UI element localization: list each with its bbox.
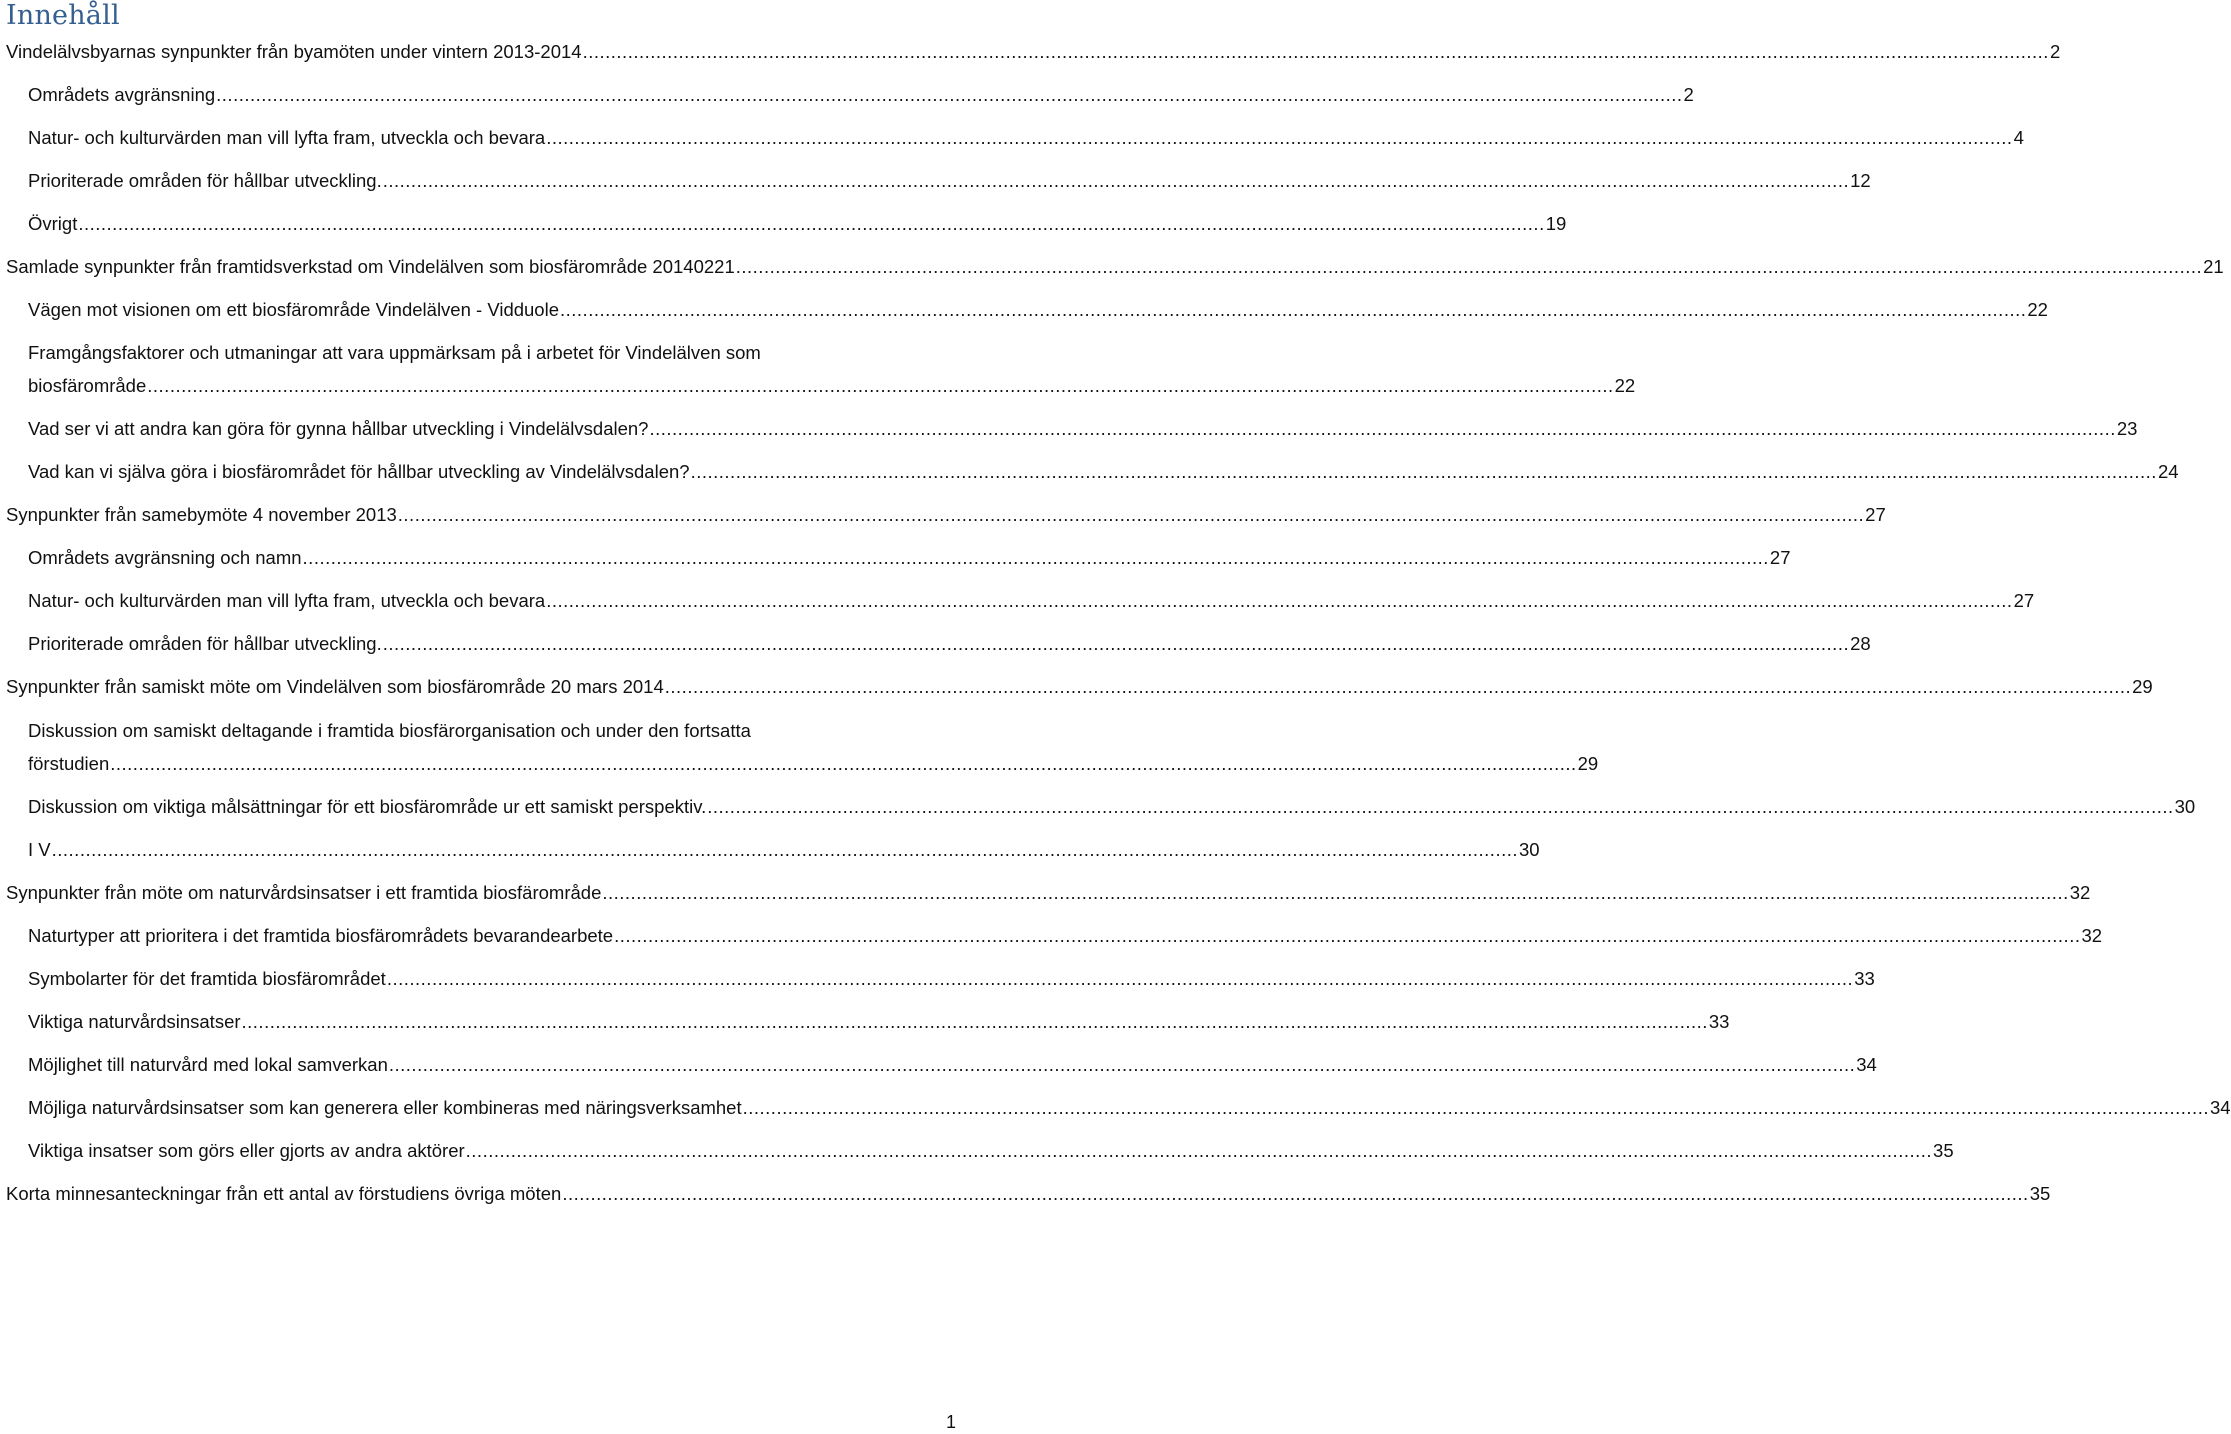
- toc-entry-page: 27: [2013, 590, 2035, 611]
- toc-entry-page: 33: [1708, 1011, 1730, 1032]
- toc-entry-title: Natur- och kulturvärden man vill lyfta fram, utveckla och bevara: [28, 127, 546, 148]
- toc-entry[interactable]: [6, 670, 2153, 703]
- toc-entry[interactable]: [6, 498, 1886, 531]
- toc-entry-title: Möjliga naturvårdsinsatser som kan generera eller kombineras med näringsverksamhet: [28, 1097, 742, 1118]
- toc-entry[interactable]: [28, 919, 2103, 952]
- toc-entry-title: Övrigt: [28, 213, 78, 234]
- toc-entry-page: 22: [1614, 375, 1636, 396]
- toc-entry-page: 29: [2132, 676, 2153, 697]
- toc-entry-page: 35: [1933, 1140, 1954, 1161]
- toc-entry-title: Prioriterade områden för hållbar utveckling.: [28, 633, 382, 654]
- toc-leader-dots: ....................................................................................................................................................................................................................................................................: [382, 633, 1850, 654]
- toc-leader-dots: ....................................................................................................................................................................................................................................................................: [51, 839, 1518, 860]
- toc-leader-dots: ....................................................................................................................................................................................................................................................................: [397, 504, 1865, 525]
- toc-entry[interactable]: [28, 369, 1636, 402]
- toc-entry-title: förstudien: [28, 753, 110, 774]
- toc-entry[interactable]: [28, 1048, 1877, 1081]
- toc-entry-title: Vad ser vi att andra kan göra för gynna hållbar utveckling i Vindelälvsdalen?: [28, 418, 649, 439]
- toc-entry[interactable]: [6, 250, 2224, 283]
- toc-leader-dots: ....................................................................................................................................................................................................................................................................: [546, 127, 2013, 148]
- toc-entry-title: Områdets avgränsning: [28, 84, 216, 105]
- toc-entry-page: 23: [2116, 418, 2138, 439]
- toc-entry[interactable]: [28, 962, 1875, 995]
- toc-entry-title: Vad kan vi själva göra i biosfärområdet för hållbar utveckling av Vindelälvsdalen?: [28, 461, 690, 482]
- toc-entry-title: Möjlighet till naturvård med lokal samverkan: [28, 1054, 388, 1075]
- toc-entry-page: 24: [2157, 461, 2179, 482]
- toc-entry[interactable]: [28, 627, 1871, 660]
- toc-entry[interactable]: [6, 1177, 2051, 1210]
- toc-entry-title: biosfärområde: [28, 375, 147, 396]
- toc-entry[interactable]: [6, 876, 2091, 909]
- toc-entry-page: 32: [2069, 882, 2091, 903]
- toc-entry-title: Viktiga naturvårdsinsatser: [28, 1011, 241, 1032]
- toc-entry[interactable]: [28, 747, 1599, 780]
- toc-entry-title: Synpunkter från möte om naturvårdsinsatser i ett framtida biosfärområde: [6, 882, 602, 903]
- toc-leader-dots: ....................................................................................................................................................................................................................................................................: [582, 41, 2049, 62]
- toc-entry-title-line1[interactable]: Diskussion om samiskt deltagande i framtida biosfärorganisation och under den fortsatta: [28, 720, 751, 741]
- toc-leader-dots: ....................................................................................................................................................................................................................................................................: [216, 84, 1683, 105]
- toc-entry[interactable]: [28, 833, 1540, 866]
- toc-entry[interactable]: [28, 1091, 2231, 1124]
- toc-entry[interactable]: [28, 412, 2138, 445]
- toc-leader-dots: ....................................................................................................................................................................................................................................................................: [742, 1097, 2209, 1118]
- toc-entry[interactable]: [28, 1134, 1954, 1167]
- toc-entry-title: Natur- och kulturvärden man vill lyfta fram, utveckla och bevara: [28, 590, 546, 611]
- toc-entry[interactable]: [6, 35, 2061, 68]
- toc-entry-page: 4: [2013, 127, 2024, 148]
- toc-entry[interactable]: [28, 293, 2048, 326]
- toc-leader-dots: ....................................................................................................................................................................................................................................................................: [614, 925, 2081, 946]
- toc-leader-dots: ....................................................................................................................................................................................................................................................................: [388, 1054, 1856, 1075]
- toc-entry[interactable]: [28, 1005, 1730, 1038]
- toc-entry-title: Områdets avgränsning och namn: [28, 547, 302, 568]
- toc-entry-title: Vindelälvsbyarnas synpunkter från byamöten under vintern 2013-2014: [6, 41, 582, 62]
- toc-entry-page: 27: [1865, 504, 1886, 525]
- toc-entry-page: 27: [1769, 547, 1791, 568]
- toc-entry-page: 21: [2203, 256, 2224, 277]
- toc-leader-dots: ....................................................................................................................................................................................................................................................................: [302, 547, 1769, 568]
- toc-entry-title: Diskussion om viktiga målsättningar för ett biosfärområde ur ett samiskt perspektiv.: [28, 796, 707, 817]
- toc-leader-dots: ....................................................................................................................................................................................................................................................................: [465, 1140, 1933, 1161]
- toc-entry[interactable]: [28, 790, 2196, 823]
- toc-leader-dots: ....................................................................................................................................................................................................................................................................: [602, 882, 2069, 903]
- toc-entry-page: 34: [2209, 1097, 2231, 1118]
- toc-leader-dots: ....................................................................................................................................................................................................................................................................: [546, 590, 2013, 611]
- toc-entry-title: Samlade synpunkter från framtidsverkstad om Vindelälven som biosfärområde 20140221: [6, 256, 735, 277]
- footer-page-number: 1: [945, 1412, 956, 1432]
- toc-entry-title: I V: [28, 839, 51, 860]
- toc-leader-dots: ....................................................................................................................................................................................................................................................................: [382, 170, 1850, 191]
- toc-entry-page: 28: [1850, 633, 1871, 654]
- toc-entry-title: Viktiga insatser som görs eller gjorts av andra aktörer: [28, 1140, 465, 1161]
- toc-entry[interactable]: [28, 584, 2035, 617]
- toc-entry[interactable]: [28, 455, 2179, 488]
- toc-heading: Innehåll: [6, 0, 120, 31]
- toc-entry-page: 29: [1577, 753, 1599, 774]
- toc-leader-dots: ....................................................................................................................................................................................................................................................................: [690, 461, 2157, 482]
- toc-entry[interactable]: [28, 207, 1567, 240]
- toc-entry[interactable]: [28, 164, 1871, 197]
- toc-leader-dots: ....................................................................................................................................................................................................................................................................: [664, 676, 2132, 697]
- toc-leader-dots: ....................................................................................................................................................................................................................................................................: [560, 299, 2027, 320]
- toc-entry-page: 30: [1519, 839, 1540, 860]
- toc-entry-page: 19: [1545, 213, 1567, 234]
- toc-entry[interactable]: [28, 121, 2024, 154]
- toc-leader-dots: ....................................................................................................................................................................................................................................................................: [78, 213, 1545, 234]
- toc-entry-title: Prioriterade områden för hållbar utveckling.: [28, 170, 382, 191]
- toc-entry-page: 2: [1683, 84, 1694, 105]
- toc-entry-page: 35: [2029, 1183, 2051, 1204]
- toc-entry-page: 22: [2027, 299, 2048, 320]
- toc-leader-dots: ....................................................................................................................................................................................................................................................................: [147, 375, 1614, 396]
- toc-entry-page: 2: [2049, 41, 2061, 62]
- toc-leader-dots: ....................................................................................................................................................................................................................................................................: [649, 418, 2116, 439]
- toc-entry[interactable]: [28, 541, 1791, 574]
- toc-entry-page: 32: [2081, 925, 2103, 946]
- toc-leader-dots: ....................................................................................................................................................................................................................................................................: [707, 796, 2174, 817]
- toc-entry-page: 30: [2174, 796, 2196, 817]
- toc-entry-title: Synpunkter från samiskt möte om Vindelälven som biosfärområde 20 mars 2014: [6, 676, 664, 697]
- toc-entry[interactable]: [28, 78, 1694, 111]
- toc-entry-title: Synpunkter från samebymöte 4 november 2013: [6, 504, 397, 525]
- toc-entry-page: 12: [1850, 170, 1871, 191]
- toc-entry-title: Naturtyper att prioritera i det framtida biosfärområdets bevarandearbete: [28, 925, 614, 946]
- toc-entry-title: Vägen mot visionen om ett biosfärområde Vindelälven - Vidduole: [28, 299, 559, 320]
- toc-entry-page: 34: [1856, 1054, 1877, 1075]
- toc-leader-dots: ....................................................................................................................................................................................................................................................................: [386, 968, 1854, 989]
- toc-leader-dots: ....................................................................................................................................................................................................................................................................: [562, 1183, 2029, 1204]
- toc-leader-dots: ....................................................................................................................................................................................................................................................................: [735, 256, 2203, 277]
- toc-entry-title: Korta minnesanteckningar från ett antal av förstudiens övriga möten: [6, 1183, 562, 1204]
- toc-leader-dots: ....................................................................................................................................................................................................................................................................: [241, 1011, 1708, 1032]
- toc-leader-dots: ....................................................................................................................................................................................................................................................................: [110, 753, 1577, 774]
- toc-entry-page: 33: [1854, 968, 1875, 989]
- toc-entry-title-line1[interactable]: Framgångsfaktorer och utmaningar att vara uppmärksam på i arbetet för Vindelälven som: [28, 342, 761, 363]
- toc-entry-title: Symbolarter för det framtida biosfärområdet: [28, 968, 386, 989]
